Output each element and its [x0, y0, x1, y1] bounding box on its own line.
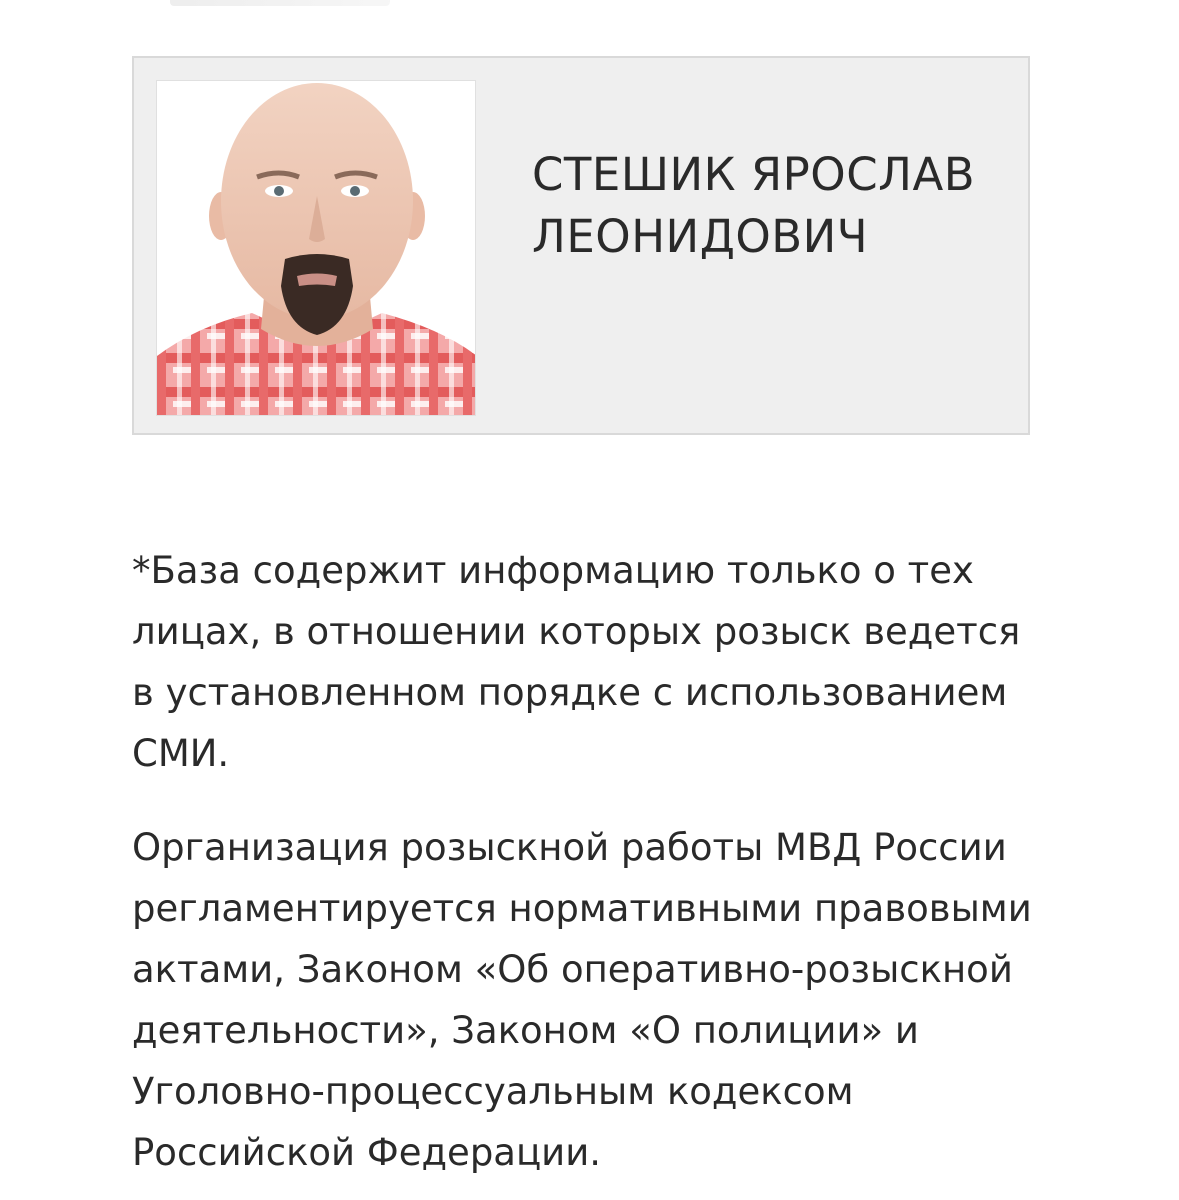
disclaimer-line: *База содержит информацию только о тех — [132, 549, 974, 592]
person-full-name — [532, 144, 1002, 268]
database-disclaimer — [132, 540, 1032, 784]
cropped-header-remnant — [170, 0, 390, 6]
wanted-person-card[interactable] — [132, 56, 1030, 435]
legal-line: Уголовно-процессуальным кодексом — [132, 1070, 854, 1113]
portrait-illustration — [157, 81, 476, 416]
legal-line: актами, Законом «Об оперативно-розыскной — [132, 948, 1013, 991]
legal-line: Организация розыскной работы МВД России — [132, 826, 1007, 869]
disclaimer-line: СМИ. — [132, 732, 230, 775]
person-photo — [156, 80, 476, 416]
legal-line: Российской Федерации. — [132, 1131, 602, 1174]
person-name-line2: ЛЕОНИДОВИЧ — [532, 210, 869, 263]
legal-line: регламентируется нормативными правовыми — [132, 887, 1032, 930]
disclaimer-line: в установленном порядке с использованием — [132, 671, 1008, 714]
legal-basis-paragraph — [132, 817, 1042, 1183]
legal-line: деятельности», Законом «О полиции» и — [132, 1009, 919, 1052]
person-name-line1: СТЕШИК ЯРОСЛАВ — [532, 148, 976, 201]
disclaimer-line: лицах, в отношении которых розыск ведется — [132, 610, 1021, 653]
